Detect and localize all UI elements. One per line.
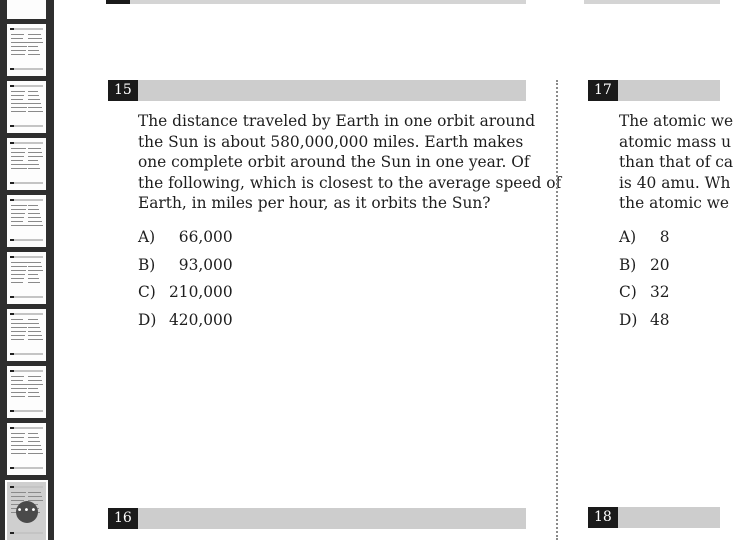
question-15-header: [108, 80, 526, 101]
thumbnail-question-bar: [10, 486, 43, 488]
thumbnail-text-line: [11, 449, 27, 450]
thumbnail-text-line: [28, 103, 41, 104]
thumbnail-question-number: [10, 410, 14, 412]
thumbnail-question-number: [10, 313, 14, 315]
thumbnail-text-line: [11, 54, 25, 55]
thumbnail-text-line: [28, 205, 38, 206]
thumbnail-text-line: [28, 156, 43, 157]
thumbnail-text-line: [11, 152, 25, 153]
question-17-number: 17: [588, 80, 618, 101]
question-17-choice-c[interactable]: C) 32: [619, 283, 670, 301]
thumbnail-text-line: [28, 392, 39, 393]
thumbnail-text-line: [11, 376, 24, 377]
thumbnail-text-line: [11, 107, 27, 108]
question-17-choice-d[interactable]: D) 48: [619, 311, 670, 329]
thumbnail-text-line: [11, 34, 24, 35]
thumbnail-text-line: [28, 148, 41, 149]
thumbnail-question-bar: [10, 28, 43, 30]
thumbnail-text-line: [11, 331, 26, 332]
thumbnail-text-line: [11, 392, 26, 393]
thumbnail-text-line: [28, 213, 40, 214]
thumbnail-text-line: [28, 396, 40, 397]
thumbnail-text-line: [11, 168, 27, 169]
thumbnail-text-line: [28, 441, 40, 442]
question-15-choice-b[interactable]: B) 93,000: [138, 256, 233, 274]
question-18-header: [588, 507, 720, 528]
thumbnail-text-line: [28, 327, 40, 328]
thumbnail-text-line: [11, 99, 23, 100]
thumbnail-text-line: [28, 282, 40, 283]
thumbnail-question-bar: [10, 296, 43, 298]
thumbnail-question-bar: [10, 532, 43, 534]
thumbnail-text-line: [28, 376, 41, 377]
thumbnail-question-number: [10, 199, 14, 201]
thumbnail-text-line: [28, 107, 42, 108]
thumbnail-text-line: [11, 274, 25, 275]
previous-question-number-block: [106, 0, 130, 4]
thumbnail-text-line: [28, 95, 39, 96]
thumbnail-question-bar: [10, 353, 43, 355]
thumbnail-question-bar: [10, 256, 43, 258]
thumbnail-text-line: [11, 496, 25, 497]
thumbnail-question-number: [10, 125, 14, 127]
thumbnail-text-line: [28, 164, 39, 165]
page-thumbnail-1[interactable]: [7, 0, 46, 19]
question-15-choice-a[interactable]: A) 66,000: [138, 228, 233, 246]
thumbnail-text-line: [28, 38, 42, 39]
thumbnail-text-line: [11, 323, 28, 324]
thumbnail-text-line: [28, 99, 40, 100]
thumbnail-text-line: [11, 42, 28, 43]
thumbnail-text-line: [11, 38, 23, 39]
question-15-choice-c[interactable]: C) 210,000: [138, 283, 233, 301]
document-page: [54, 0, 733, 540]
page-thumbnail-6[interactable]: [7, 252, 46, 304]
thumbnail-text-line: [11, 339, 24, 340]
thumbnail-question-bar: [10, 142, 43, 144]
thumbnail-text-line: [28, 492, 41, 493]
thumbnail-text-line: [11, 266, 27, 267]
more-options-button[interactable]: [16, 501, 38, 523]
thumbnail-text-line: [28, 380, 42, 381]
thumbnail-text-line: [28, 335, 42, 336]
thumbnail-text-line: [11, 221, 23, 222]
thumbnail-text-line: [28, 50, 39, 51]
thumbnail-question-number: [10, 427, 14, 429]
thumbnail-text-line: [11, 213, 25, 214]
thumbnail-question-bar: [10, 467, 43, 469]
thumbnail-question-number: [10, 467, 14, 469]
thumbnail-text-line: [11, 445, 28, 446]
thumbnail-text-line: [28, 225, 43, 226]
previous-question-bar: [106, 0, 526, 4]
thumbnail-text-line: [11, 148, 26, 149]
question-17-choice-b[interactable]: B) 20: [619, 256, 670, 274]
thumbnail-text-line: [11, 433, 25, 434]
page-thumbnail-8[interactable]: [7, 366, 46, 418]
question-17-choice-a[interactable]: A) 8: [619, 228, 670, 246]
thumbnail-text-line: [11, 103, 28, 104]
thumbnail-question-number: [10, 182, 14, 184]
question-17-stem: The atomic we atomic mass u than that of ca is 40 amu. Wh the atomic we: [619, 112, 733, 212]
thumbnail-text-line: [11, 95, 24, 96]
thumbnail-text-line: [11, 209, 26, 210]
page-thumbnail-2[interactable]: [7, 24, 46, 76]
thumbnail-text-line: [28, 91, 38, 92]
question-17-header: [588, 80, 720, 101]
thumbnail-text-line: [28, 209, 39, 210]
thumbnail-question-bar: [10, 313, 43, 315]
page-thumbnail-9[interactable]: [7, 423, 46, 475]
thumbnail-text-line: [28, 34, 41, 35]
page-thumbnail-7[interactable]: [7, 309, 46, 361]
thumbnail-text-line: [28, 339, 43, 340]
question-15-choice-d[interactable]: D) 420,000: [138, 311, 233, 329]
thumbnail-text-line: [28, 453, 43, 454]
thumbnail-text-line: [11, 205, 27, 206]
thumbnail-question-bar: [10, 182, 43, 184]
thumbnail-text-line: [11, 384, 28, 385]
question-16-number: 16: [108, 508, 138, 529]
page-thumbnail-5[interactable]: [7, 195, 46, 247]
thumbnail-text-line: [28, 331, 41, 332]
thumbnail-question-number: [10, 256, 14, 258]
thumbnail-text-line: [28, 384, 43, 385]
thumbnail-text-line: [28, 388, 38, 389]
previous-question-bar-right: [584, 0, 720, 4]
column-divider: [556, 80, 558, 540]
thumbnail-text-line: [28, 319, 38, 320]
thumbnail-text-line: [11, 225, 28, 226]
thumbnail-text-line: [11, 111, 26, 112]
question-15-stem: The distance traveled by Earth in one orbit around the Sun is about 580,000,000 miles. Earth makes one complete orbit around the Sun in one year. Of the following, which is closest to the average speed of Earth, in miles per hour, as it orbits the Sun?: [138, 112, 562, 212]
thumbnail-text-line: [28, 152, 42, 153]
thumbnail-text-line: [11, 50, 26, 51]
thumbnail-text-line: [11, 327, 27, 328]
thumbnail-question-bar: [10, 125, 43, 127]
thumbnail-text-line: [11, 278, 24, 279]
thumbnail-text-line: [11, 262, 28, 263]
thumbnail-text-line: [11, 437, 24, 438]
thumbnail-text-line: [11, 91, 25, 92]
thumbnail-text-line: [11, 441, 23, 442]
thumbnail-text-line: [28, 160, 38, 161]
page-thumbnail-3[interactable]: [7, 81, 46, 133]
thumbnail-text-line: [11, 156, 24, 157]
more-options-icon: •••: [16, 505, 38, 516]
thumbnail-text-line: [28, 323, 39, 324]
thumbnail-text-line: [11, 319, 23, 320]
page-thumbnail-4[interactable]: [7, 138, 46, 190]
thumbnail-question-number: [10, 142, 14, 144]
thumbnail-text-line: [28, 266, 42, 267]
thumbnail-text-line: [28, 217, 41, 218]
thumbnail-text-line: [28, 496, 42, 497]
thumbnail-question-number: [10, 85, 14, 87]
thumbnail-question-bar: [10, 85, 43, 87]
question-15-number: 15: [108, 80, 138, 101]
thumbnail-text-line: [28, 274, 38, 275]
thumbnail-text-line: [28, 270, 43, 271]
thumbnail-question-number: [10, 532, 14, 534]
thumbnail-text-line: [28, 278, 39, 279]
thumbnail-question-bar: [10, 199, 43, 201]
thumbnail-text-line: [11, 335, 25, 336]
thumbnail-text-line: [28, 449, 42, 450]
thumbnail-text-line: [11, 282, 23, 283]
thumbnail-question-number: [10, 296, 14, 298]
thumbnail-text-line: [28, 262, 41, 263]
thumbnail-text-line: [11, 270, 26, 271]
thumbnail-question-number: [10, 353, 14, 355]
question-18-number: 18: [588, 507, 618, 528]
thumbnail-question-number: [10, 370, 14, 372]
thumbnail-question-number: [10, 28, 14, 30]
thumbnail-question-bar: [10, 68, 43, 70]
thumbnail-text-line: [28, 111, 43, 112]
thumbnail-text-line: [11, 380, 23, 381]
thumbnail-question-bar: [10, 410, 43, 412]
thumbnail-text-line: [11, 453, 26, 454]
thumbnail-text-line: [28, 445, 41, 446]
thumbnail-text-line: [11, 492, 26, 493]
page-thumbnail-sidebar: [0, 0, 54, 540]
thumbnail-question-bar: [10, 427, 43, 429]
thumbnail-text-line: [11, 46, 27, 47]
question-16-header: [108, 508, 526, 529]
thumbnail-text-line: [11, 164, 28, 165]
thumbnail-text-line: [11, 396, 25, 397]
thumbnail-text-line: [28, 54, 40, 55]
thumbnail-text-line: [11, 217, 24, 218]
thumbnail-text-line: [28, 437, 39, 438]
thumbnail-question-number: [10, 239, 14, 241]
thumbnail-text-line: [28, 168, 40, 169]
thumbnail-text-line: [28, 42, 43, 43]
thumbnail-text-line: [11, 160, 23, 161]
thumbnail-text-line: [28, 46, 38, 47]
thumbnail-question-number: [10, 486, 14, 488]
thumbnail-text-line: [28, 221, 42, 222]
thumbnail-question-bar: [10, 239, 43, 241]
thumbnail-question-bar: [10, 370, 43, 372]
thumbnail-text-line: [11, 388, 27, 389]
thumbnail-text-line: [28, 433, 38, 434]
thumbnail-question-number: [10, 68, 14, 70]
